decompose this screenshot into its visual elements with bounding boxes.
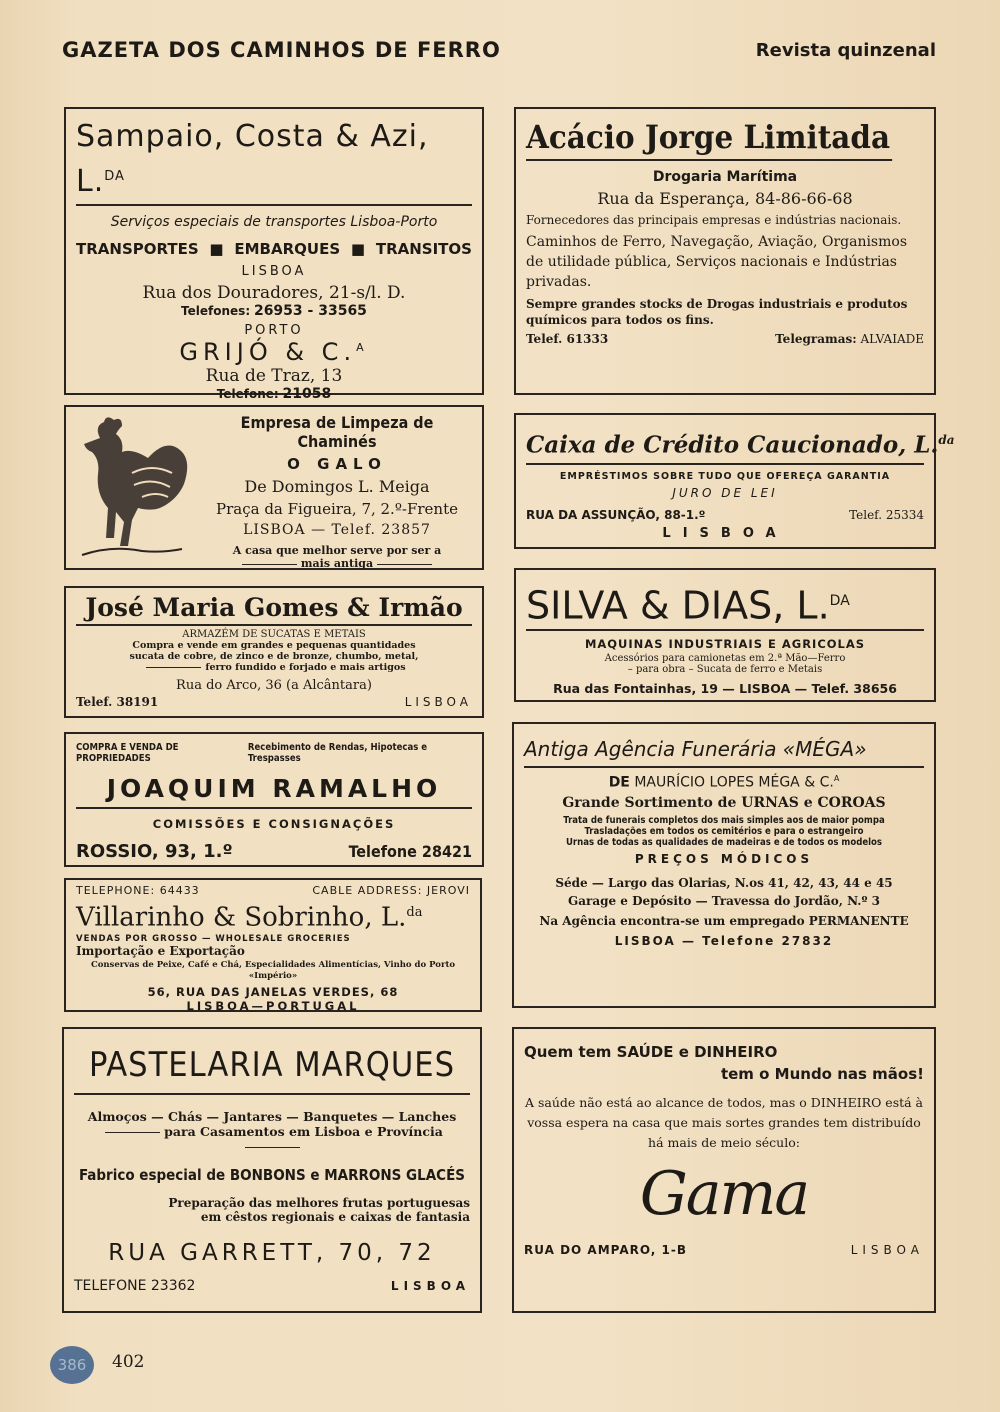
ad-gama-contacts: RUA DO AMPARO, 1-B LISBOA xyxy=(524,1243,924,1257)
ad-caixa-name: Caixa de Crédito Caucionado, L.$^{da}$ xyxy=(526,423,924,465)
library-stamp: 386 xyxy=(50,1346,94,1384)
ad-acacio-line2: Caminhos de Ferro, Navegação, Aviação, Organismos de utilidade pública, Serviços nacionais e Indústrias privadas. xyxy=(526,234,908,290)
ad-mega-sede: Séde — Largo das Olarias, N.os 41, 42, 43, 44 e 45 xyxy=(555,875,893,890)
ad-villarinho-name: Villarinho & Sobrinho, L.$^{da}$ xyxy=(76,902,423,933)
ad-acacio-sub: Drogaria Marítima xyxy=(652,169,798,185)
ad-sampaio-services: TRANSPORTES ■ EMBARQUES ■ TRANSITOS xyxy=(76,240,472,258)
ad-mega-l3: Trasladações em todos os cemitérios e para o estrangeiro xyxy=(584,825,864,837)
ad-sampaio-address2: Rua de Traz, 13 xyxy=(205,366,343,386)
ad-joaquim xyxy=(64,732,484,867)
ad-caixa-line2: JURO DE LEI xyxy=(672,485,778,500)
ad-pastelaria-l3: Fabrico especial de BONBONS e MARRONS GLACÉS xyxy=(78,1166,466,1184)
ad-jose-sub: ARMAZÉM DE SUCATAS E METAIS xyxy=(182,629,366,640)
ad-silva xyxy=(514,568,936,702)
ad-mega-l4: Urnas de todas as qualidades de madeiras e de todos os modelos xyxy=(565,836,883,848)
ad-mega xyxy=(512,722,936,1008)
ad-acacio-contacts: Telef. 61333 Telegramas: ALVAIADE xyxy=(526,332,924,346)
ad-sampaio-address1: Rua dos Douradores, 21-s/l. D. xyxy=(142,283,406,303)
ad-joaquim-top: COMPRA E VENDA DE PROPRIEDADES Recebimento de Rendas, Hipotecas e Trespasses xyxy=(76,742,428,764)
ad-acacio-name: Acácio Jorge Limitada xyxy=(526,117,892,161)
page-number: 402 xyxy=(112,1352,145,1372)
ad-pastelaria-address: RUA GARRETT, 70, 72 xyxy=(108,1240,436,1266)
ad-sampaio-phones1: Telefones: 26953 - 33565 xyxy=(181,303,367,319)
ad-mega-l2: Trata de funerais completos dos mais simples aos de maior pompa xyxy=(563,814,885,826)
ad-gama-title2: tem o Mundo nas mãos! xyxy=(720,1065,924,1083)
ad-mega-l1: Grande Sortimento de URNAS e COROAS xyxy=(562,794,886,811)
ad-sampaio-agent: GRIJÓ & C.$^A$ xyxy=(179,338,369,366)
ad-silva-address: Rua das Fontainhas, 19 — LISBOA — Telef. 38656 xyxy=(553,680,897,696)
ad-galo-city: LISBOA — Telef. 23857 xyxy=(243,522,431,538)
ad-caixa xyxy=(514,413,955,549)
rooster-illustration xyxy=(72,413,197,563)
ad-acacio-address: Rua da Esperança, 84-86-66-68 xyxy=(597,189,853,208)
ad-pastelaria-contacts: TELEFONE 23362 LISBOA xyxy=(74,1278,470,1294)
ad-villarinho-l2: Importação e Exportação xyxy=(76,943,245,958)
ad-joaquim-sub: COMISSÕES E CONSIGNAÇÕES xyxy=(152,817,396,831)
ad-caixa-contacts: RUA DA ASSUNÇÃO, 88-1.º Telef. 25334 xyxy=(526,507,924,522)
ad-galo-name: O GALO xyxy=(287,455,387,473)
ad-galo xyxy=(64,405,484,570)
ad-villarinho-address: 56, RUA DAS JANELAS VERDES, 68 xyxy=(147,984,399,999)
ad-pastelaria-l4: Preparação das melhores frutas portuguesas xyxy=(168,1196,470,1210)
ad-sampaio-phone2: Telefone: 21058 xyxy=(216,386,332,402)
ad-joaquim-name: JOAQUIM RAMALHO xyxy=(76,774,472,809)
journal-title: GAZETA DOS CAMINHOS DE FERRO xyxy=(62,38,501,62)
ad-mega-garage: Garage e Depósito — Travessa do Jordão, N.º 3 xyxy=(567,893,881,908)
ad-gama xyxy=(512,1027,936,1313)
ad-acacio-line3: Sempre grandes stocks de Drogas industriais e produtos químicos para todos os fins. xyxy=(526,297,908,327)
ad-sampaio-tagline: Serviços especiais de transportes Lisboa-Porto xyxy=(110,214,438,230)
ad-acacio-line1: Fornecedores das principais empresas e indústrias nacionais. xyxy=(526,213,902,227)
ad-villarinho-l3: Conservas de Peixe, Café e Chá, Especialidades Alimentícias, Vinho do Porto «Império» xyxy=(90,959,456,981)
ad-jose xyxy=(64,586,484,718)
ad-mega-l5: PREÇOS MÓDICOS xyxy=(634,851,814,866)
gama-logo: Gama xyxy=(639,1159,809,1229)
ad-jose-l3: ferro fundido e forjado e mais artigos xyxy=(76,662,472,673)
ad-mega-agency: Na Agência encontra-se um empregado PERMANENTE xyxy=(539,913,909,928)
journal-subtitle: Revista quinzenal xyxy=(755,40,936,61)
ad-galo-address: Praça da Figueira, 7, 2.º-Frente xyxy=(216,500,458,518)
ad-villarinho xyxy=(64,878,482,1012)
ad-jose-address: Rua do Arco, 36 (a Alcântara) xyxy=(176,678,372,693)
ad-jose-l1: Compra e vende em grandes e pequenas quantidades xyxy=(132,640,416,651)
ad-mega-city: LISBOA — Telefone 27832 xyxy=(614,933,834,948)
ad-joaquim-contacts: ROSSIO, 93, 1.º Telefone 28421 xyxy=(76,841,472,862)
ad-gama-title1: Quem tem SAÚDE e DINHEIRO xyxy=(524,1043,778,1061)
ad-galo-slogan1: A casa que melhor serve por ser a xyxy=(232,544,442,557)
ad-caixa-city: LISBOA xyxy=(662,525,788,541)
ad-villarinho-l1: VENDAS POR GROSSO — WHOLESALE GROCERIES xyxy=(76,933,351,944)
ad-galo-line1: Empresa de Limpeza de Chaminés xyxy=(240,413,434,451)
ad-sampaio-name: Sampaio, Costa & Azi, L.$^{DA}$ xyxy=(76,117,472,206)
ad-sampaio xyxy=(64,107,484,402)
ad-mega-name: Antiga Agência Funerária «MÉGA» xyxy=(524,732,924,768)
ad-silva-sub: MAQUINAS INDUSTRIAIS E AGRICOLAS xyxy=(584,636,866,651)
ad-silva-name: SILVA & DIAS, L.$^{DA}$ xyxy=(526,578,924,631)
ad-jose-contacts: Telef. 38191 LISBOA xyxy=(76,695,472,709)
ad-villarinho-top: TELEPHONE: 64433 CABLE ADDRESS: JEROVI xyxy=(76,884,470,897)
ad-pastelaria-name: PASTELARIA MARQUES xyxy=(74,1041,470,1095)
ad-jose-name: José Maria Gomes & Irmão xyxy=(76,592,472,626)
ad-pastelaria xyxy=(62,1027,482,1313)
ad-pastelaria-l5: em cêstos regionais e caixas de fantasia xyxy=(200,1210,470,1224)
ad-galo-owner: De Domingos L. Meiga xyxy=(244,477,430,496)
ad-silva-l1: Acessórios para camionetas em 2.ª Mão—Ferro xyxy=(604,652,846,664)
ad-sampaio-city2: PORTO xyxy=(244,323,304,338)
ad-sampaio-city1: LISBOA xyxy=(241,264,307,279)
ad-mega-owner: DE MAURÍCIO LOPES MÉGA & C.$^A$ xyxy=(608,774,840,791)
ad-acacio xyxy=(514,107,936,395)
ad-galo-slogan2: mais antiga xyxy=(202,557,472,570)
ad-pastelaria-l2: para Casamentos em Lisboa e Província xyxy=(74,1124,470,1154)
ad-caixa-line1: EMPRÉSTIMOS SOBRE TUDO QUE OFEREÇA GARANTIA xyxy=(559,470,891,482)
ad-pastelaria-l1: Almoços — Chás — Jantares — Banquetes — Lanches xyxy=(87,1109,457,1124)
ad-gama-text: A saúde não está ao alcance de todos, mas o DINHEIRO está à vossa espera na casa que mais sortes grandes tem distribuído há mais de meio século: xyxy=(524,1095,924,1150)
ad-villarinho-city: LISBOA—PORTUGAL xyxy=(186,998,360,1013)
ad-jose-l2: sucata de cobre, de zinco e de bronze, chumbo, metal, xyxy=(129,651,419,662)
ad-silva-l2: – para obra – Sucata de ferro e Metais xyxy=(627,663,823,675)
